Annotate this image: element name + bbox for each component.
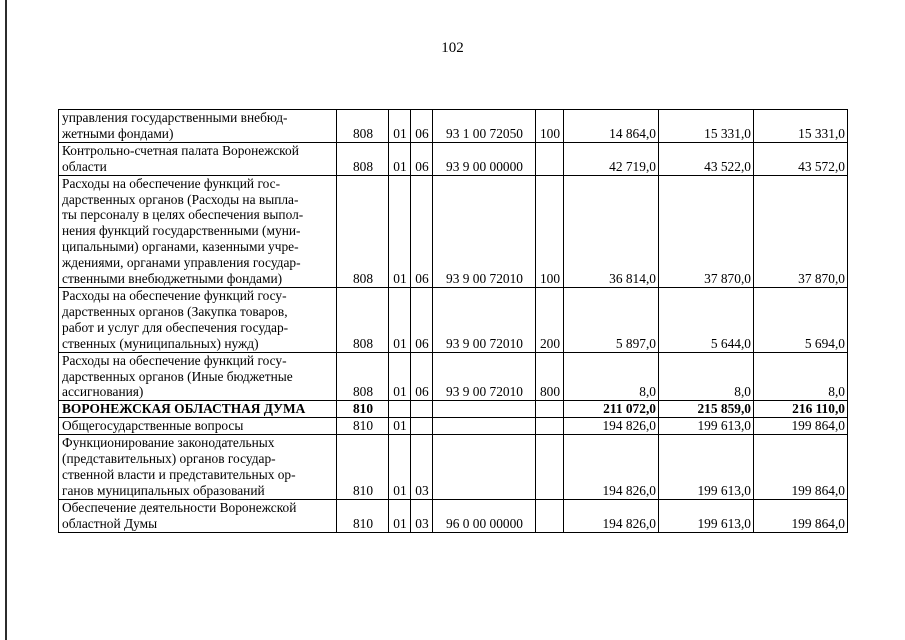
expense-type-cell [536, 142, 564, 175]
scan-edge-line [5, 0, 7, 640]
subsection-cell: 06 [411, 287, 433, 352]
table-row [59, 499, 848, 532]
year2-amount-cell: 199 613,0 [659, 418, 754, 435]
admin-code-cell: 808 [337, 142, 389, 175]
target-article-cell [433, 435, 536, 500]
subsection-cell: 06 [411, 142, 433, 175]
expense-type-cell [536, 418, 564, 435]
admin-code-cell: 808 [337, 352, 389, 401]
section-cell: 01 [389, 499, 411, 532]
section-cell: 01 [389, 418, 411, 435]
table-row [59, 110, 848, 143]
table-row [59, 435, 848, 500]
expense-type-cell [536, 435, 564, 500]
year2-amount-cell: 43 522,0 [659, 142, 754, 175]
year3-amount-cell: 199 864,0 [754, 435, 848, 500]
target-article-cell: 93 9 00 72010 [433, 175, 536, 287]
table-row [59, 175, 848, 287]
year1-amount-cell: 14 864,0 [564, 110, 659, 143]
row-name-cell: управления государственными внебюд- жетными фондами) [59, 110, 337, 143]
year2-amount-cell: 37 870,0 [659, 175, 754, 287]
table-row [59, 401, 848, 418]
page-number: 102 [441, 40, 464, 56]
year2-amount-cell: 215 859,0 [659, 401, 754, 418]
year1-amount-cell: 194 826,0 [564, 418, 659, 435]
admin-code-cell: 810 [337, 499, 389, 532]
row-name-cell: Обеспечение деятельности Воронежской областной Думы [59, 499, 337, 532]
year2-amount-cell: 15 331,0 [659, 110, 754, 143]
table-row [59, 418, 848, 435]
admin-code-cell: 808 [337, 287, 389, 352]
table-body [59, 110, 848, 533]
admin-code-cell: 808 [337, 175, 389, 287]
row-name-cell: ВОРОНЕЖСКАЯ ОБЛАСТНАЯ ДУМА [59, 401, 337, 418]
table-row [59, 287, 848, 352]
year3-amount-cell: 5 694,0 [754, 287, 848, 352]
target-article-cell [433, 401, 536, 418]
year3-amount-cell: 216 110,0 [754, 401, 848, 418]
section-cell: 01 [389, 435, 411, 500]
section-cell: 01 [389, 352, 411, 401]
year1-amount-cell: 194 826,0 [564, 435, 659, 500]
admin-code-cell: 810 [337, 401, 389, 418]
section-cell: 01 [389, 142, 411, 175]
year2-amount-cell: 199 613,0 [659, 499, 754, 532]
year1-amount-cell: 5 897,0 [564, 287, 659, 352]
year3-amount-cell: 43 572,0 [754, 142, 848, 175]
year1-amount-cell: 8,0 [564, 352, 659, 401]
subsection-cell: 06 [411, 110, 433, 143]
admin-code-cell: 810 [337, 435, 389, 500]
section-cell [389, 401, 411, 418]
year1-amount-cell: 36 814,0 [564, 175, 659, 287]
subsection-cell: 06 [411, 352, 433, 401]
row-name-cell: Расходы на обеспечение функций госу- дарственных органов (Закупка товаров, работ и услуг для обеспечения государ- ственных (муниципальных) нужд) [59, 287, 337, 352]
year3-amount-cell: 15 331,0 [754, 110, 848, 143]
expense-type-cell: 100 [536, 110, 564, 143]
table-row [59, 142, 848, 175]
section-cell: 01 [389, 175, 411, 287]
year2-amount-cell: 8,0 [659, 352, 754, 401]
row-name-cell: Контрольно-счетная палата Воронежской области [59, 142, 337, 175]
row-name-cell: Общегосударственные вопросы [59, 418, 337, 435]
target-article-cell [433, 418, 536, 435]
row-name-cell: Функционирование законодательных (представительных) органов государ- ственной власти и представительных ор- ганов муниципальных образований [59, 435, 337, 500]
expense-type-cell: 200 [536, 287, 564, 352]
admin-code-cell: 810 [337, 418, 389, 435]
target-article-cell: 93 9 00 72010 [433, 352, 536, 401]
section-cell: 01 [389, 110, 411, 143]
admin-code-cell: 808 [337, 110, 389, 143]
year3-amount-cell: 199 864,0 [754, 418, 848, 435]
target-article-cell: 93 9 00 00000 [433, 142, 536, 175]
subsection-cell: 03 [411, 499, 433, 532]
subsection-cell [411, 401, 433, 418]
section-cell: 01 [389, 287, 411, 352]
year3-amount-cell: 37 870,0 [754, 175, 848, 287]
row-name-cell: Расходы на обеспечение функций госу- дарственных органов (Иные бюджетные ассигнования) [59, 352, 337, 401]
expense-type-cell: 100 [536, 175, 564, 287]
table-row [59, 352, 848, 401]
target-article-cell: 93 1 00 72050 [433, 110, 536, 143]
year3-amount-cell: 8,0 [754, 352, 848, 401]
expense-type-cell [536, 499, 564, 532]
year2-amount-cell: 199 613,0 [659, 435, 754, 500]
target-article-cell: 96 0 00 00000 [433, 499, 536, 532]
expense-type-cell: 800 [536, 352, 564, 401]
expense-type-cell [536, 401, 564, 418]
subsection-cell: 06 [411, 175, 433, 287]
year1-amount-cell: 194 826,0 [564, 499, 659, 532]
year1-amount-cell: 42 719,0 [564, 142, 659, 175]
row-name-cell: Расходы на обеспечение функций гос- дарственных органов (Расходы на выпла- ты персоналу в целях обеспечения выпол- нения функций государственными (муни- ципальными) органами, казенными учре- ждениями, органами управления государ- ственными внебюджетными фондами) [59, 175, 337, 287]
subsection-cell: 03 [411, 435, 433, 500]
year1-amount-cell: 211 072,0 [564, 401, 659, 418]
target-article-cell: 93 9 00 72010 [433, 287, 536, 352]
budget-table [58, 109, 848, 533]
year2-amount-cell: 5 644,0 [659, 287, 754, 352]
subsection-cell [411, 418, 433, 435]
year3-amount-cell: 199 864,0 [754, 499, 848, 532]
